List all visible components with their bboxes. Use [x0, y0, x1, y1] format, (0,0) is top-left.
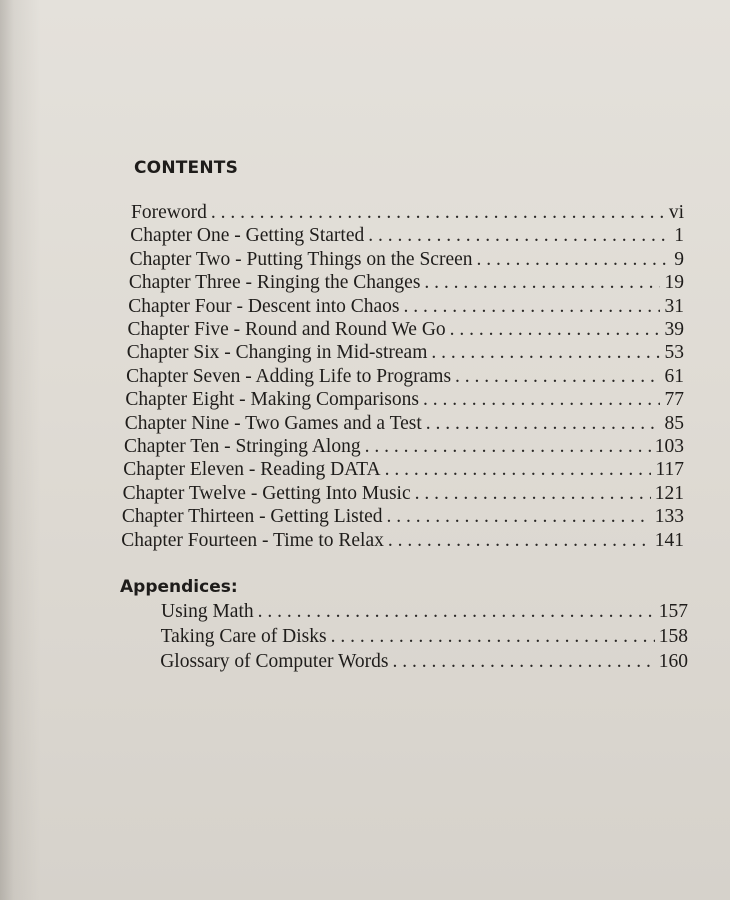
chapter-entry-title: Chapter Fourteen - Time to Relax — [121, 529, 384, 551]
chapter-entry-page-number: 1 — [674, 225, 684, 247]
chapter-entry-page-number: 117 — [655, 459, 684, 481]
dot-leader — [423, 389, 661, 411]
chapter-entry-title: Chapter Seven - Adding Life to Programs — [126, 365, 452, 387]
dot-leader — [368, 225, 670, 247]
appendix-entry-page-number: 160 — [658, 651, 688, 672]
dot-leader — [455, 366, 660, 388]
chapter-entry-title: Chapter Thirteen - Getting Listed — [121, 506, 383, 528]
appendix-entry-title: Glossary of Computer Words — [160, 651, 389, 672]
chapter-entry-page-number: 53 — [664, 342, 684, 364]
chapter-entry-title: Chapter Six - Changing in Mid-stream — [126, 342, 428, 364]
dot-leader — [450, 319, 661, 341]
dot-leader — [477, 249, 671, 271]
dot-leader — [211, 202, 665, 224]
chapter-entry — [125, 389, 684, 412]
chapter-entry-page-number: 39 — [664, 319, 684, 340]
chapter-entry-title: Chapter Four - Descent into Chaos — [128, 295, 400, 317]
chapter-entry — [126, 366, 684, 389]
dot-leader — [387, 506, 651, 528]
chapter-entry — [128, 296, 684, 319]
chapter-entry — [130, 225, 684, 248]
dot-leader — [404, 296, 661, 318]
chapter-entry-page-number: 19 — [664, 272, 684, 294]
chapter-entry — [123, 483, 684, 506]
dot-leader — [365, 436, 651, 458]
appendix-entry — [160, 651, 688, 674]
dot-leader — [426, 413, 661, 435]
dot-leader — [258, 601, 655, 623]
chapter-entry-page-number: 85 — [664, 412, 684, 434]
dot-leader — [331, 626, 655, 648]
chapter-entry-page-number: 31 — [664, 295, 684, 317]
chapter-entry — [131, 202, 684, 225]
appendix-entry-title: Taking Care of Disks — [160, 626, 327, 647]
chapter-entry-page-number: 133 — [654, 506, 684, 528]
chapter-entry-title: Chapter Two - Putting Things on the Screen — [129, 248, 473, 270]
dot-leader — [415, 483, 651, 505]
chapter-entry-title: Chapter Eleven - Reading DATA — [123, 459, 381, 481]
appendices-heading: Appendices: — [120, 577, 238, 597]
chapter-entry-page-number: 61 — [664, 365, 684, 387]
chapter-entry — [127, 342, 684, 365]
appendix-entry-page-number: 158 — [658, 626, 688, 647]
chapter-entry-title: Chapter Ten - Stringing Along — [124, 436, 361, 457]
chapter-entry — [130, 249, 684, 272]
chapter-entry-page-number: 103 — [654, 436, 684, 457]
chapter-entry — [122, 506, 684, 529]
dot-leader — [392, 651, 654, 673]
chapter-entry-page-number: vi — [668, 202, 684, 223]
chapter-entry — [125, 413, 684, 436]
chapter-entry — [124, 436, 684, 459]
dot-leader — [424, 272, 660, 294]
chapter-entry-page-number: 9 — [674, 248, 684, 270]
chapter-entry-page-number: 121 — [654, 482, 684, 504]
chapter-entry-page-number: 141 — [654, 529, 684, 551]
dot-leader — [431, 342, 660, 364]
appendix-entry-page-number: 157 — [658, 601, 688, 622]
chapter-entry-page-number: 77 — [664, 389, 684, 411]
chapter-entry — [128, 319, 685, 342]
chapter-entry-title: Chapter Nine - Two Games and a Test — [124, 412, 422, 434]
appendix-entry-title: Using Math — [161, 601, 254, 622]
contents-heading: CONTENTS — [134, 158, 239, 178]
chapter-entry — [121, 530, 684, 553]
chapter-entry-title: Chapter Three - Ringing the Changes — [128, 272, 421, 294]
chapter-entry-title: Chapter Five - Round and Round We Go — [127, 319, 446, 340]
chapter-entry-title: Chapter One - Getting Started — [130, 225, 365, 247]
chapter-entry — [129, 272, 684, 295]
appendix-entry — [161, 601, 688, 624]
appendix-entry — [161, 626, 688, 649]
chapter-entry-title: Foreword — [131, 202, 207, 223]
dot-leader — [385, 459, 652, 481]
dot-leader — [388, 530, 651, 552]
chapter-entry — [123, 459, 684, 482]
chapter-entry-title: Chapter Eight - Making Comparisons — [125, 389, 419, 411]
chapter-entry-title: Chapter Twelve - Getting Into Music — [122, 482, 411, 504]
